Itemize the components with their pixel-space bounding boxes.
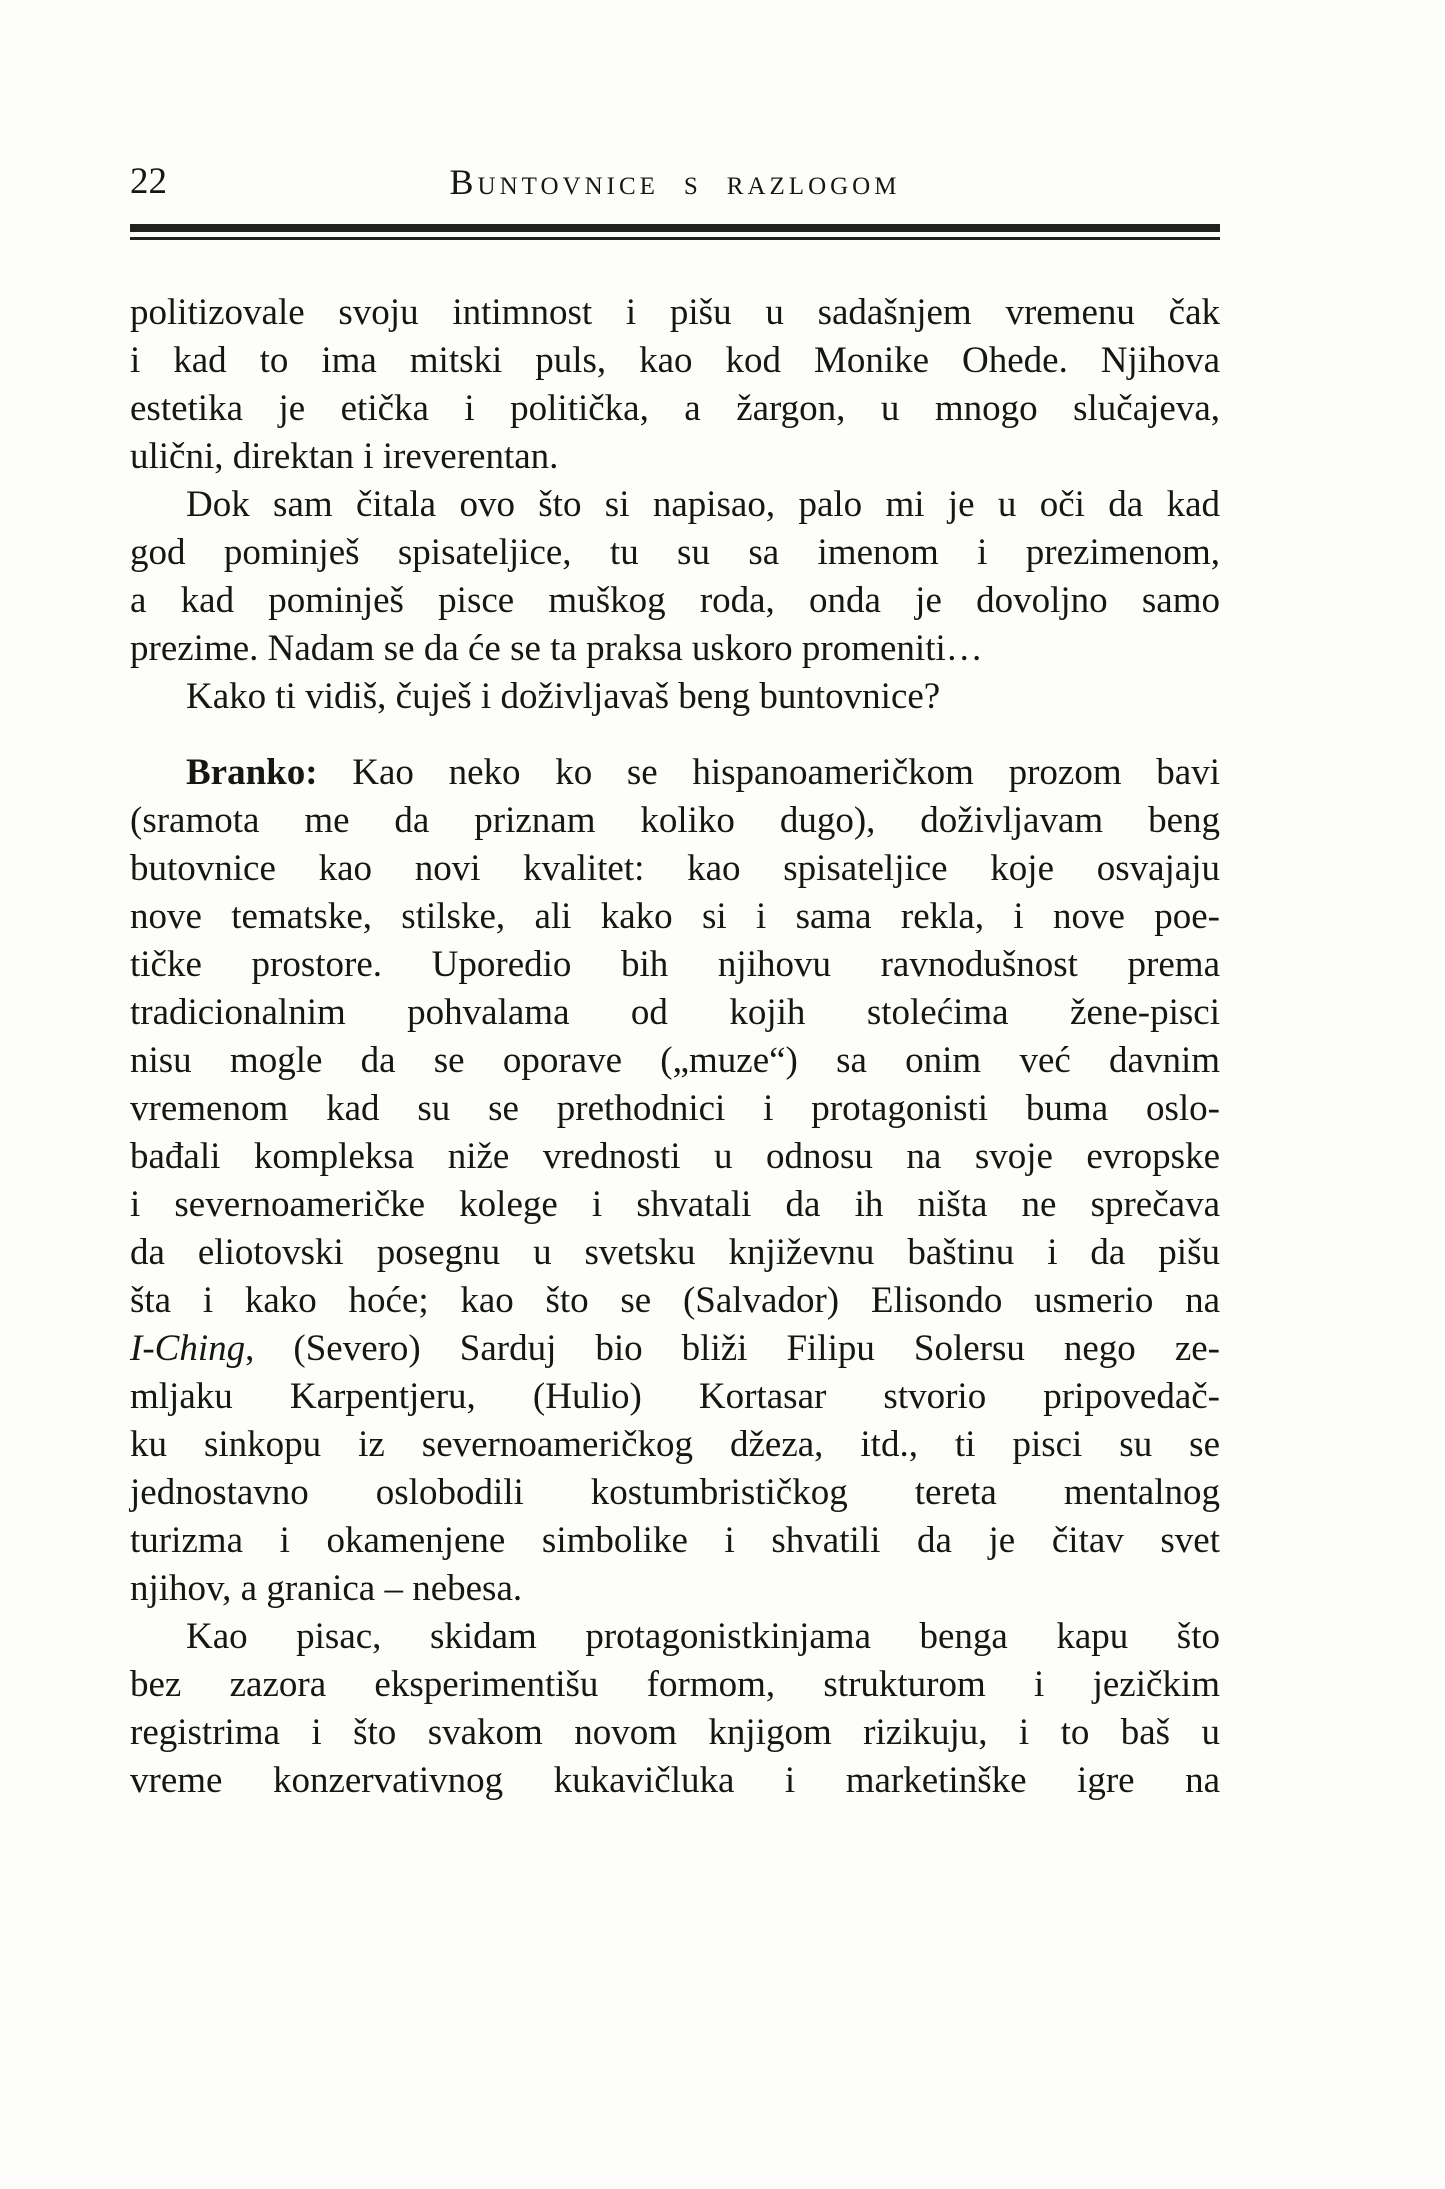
text-segment: politizovale svoju intimnost i pišu u sadašnjem vremenu čak: [130, 292, 1220, 333]
text-segment: vremenom kad su se prethodnici i protagonisti buma oslo-: [130, 1088, 1220, 1129]
paragraph: [130, 749, 1220, 1613]
text-line: [130, 1181, 1220, 1229]
page-number: 22: [130, 161, 167, 202]
text-segment: tičke prostore. Uporedio bih njihovu ravnodušnost prema: [130, 944, 1220, 985]
text-segment: god pominješ spisateljice, tu su sa imenom i prezimenom,: [130, 532, 1220, 573]
text-line: [130, 749, 1220, 797]
running-header: [130, 160, 1220, 204]
text-line: [130, 1709, 1220, 1757]
text-line: [130, 385, 1220, 433]
text-line: [130, 1277, 1220, 1325]
text-line: [130, 433, 1220, 481]
text-segment: Kao neko ko se hispanoameričkom prozom bavi: [317, 752, 1220, 793]
text-segment: da eliotovski posegnu u svetsku književnu baštinu i da pišu: [130, 1232, 1220, 1273]
text-segment: mljaku Karpentjeru, (Hulio) Kortasar stvorio pripovedač-: [130, 1376, 1220, 1417]
text-line: [130, 1373, 1220, 1421]
text-line: [130, 797, 1220, 845]
text-line: [130, 1661, 1220, 1709]
text-segment: butovnice kao novi kvalitet: kao spisateljice koje osvajaju: [130, 848, 1220, 889]
text-segment: (sramota me da priznam koliko dugo), doživljavam beng: [130, 800, 1220, 841]
text-segment: ku sinkopu iz severnoameričkog džeza, itd., ti pisci su se: [130, 1424, 1220, 1465]
text-segment: , (Severo) Sarduj bio bliži Filipu Solersu nego ze-: [245, 1328, 1220, 1369]
speaker-name: Branko:: [186, 752, 318, 793]
work-title: I-Ching: [130, 1328, 246, 1369]
text-block: [130, 289, 1220, 1805]
text-line: [130, 1421, 1220, 1469]
text-line: [130, 1229, 1220, 1277]
text-segment: i severnoameričke kolege i shvatali da ih ništa ne sprečava: [130, 1184, 1220, 1225]
text-line: [130, 989, 1220, 1037]
text-line: [130, 1469, 1220, 1517]
text-segment: prezime. Nadam se da će se ta praksa uskoro promeniti…: [130, 628, 983, 669]
text-line: [130, 673, 1220, 721]
text-segment: ulični, direktan i ireverentan.: [130, 436, 559, 477]
text-segment: šta i kako hoće; kao što se (Salvador) Elisondo usmerio na: [130, 1280, 1220, 1321]
text-segment: Dok sam čitala ovo što si napisao, palo mi je u oči da kad: [186, 484, 1220, 525]
paragraph: [130, 289, 1220, 481]
text-line: [130, 1757, 1220, 1805]
text-line: [130, 577, 1220, 625]
text-line: [130, 529, 1220, 577]
text-segment: vreme konzervativnog kukavičluka i marketinške igre na: [130, 1760, 1220, 1801]
running-title: Buntovnice s razlogom: [449, 162, 901, 202]
text-line: [130, 1133, 1220, 1181]
text-segment: bađali kompleksa niže vrednosti u odnosu na svoje evropske: [130, 1136, 1220, 1177]
text-line: [130, 941, 1220, 989]
text-segment: turizma i okamenjene simbolike i shvatili da je čitav svet: [130, 1520, 1220, 1561]
paragraph: [130, 481, 1220, 673]
text-line: [130, 1517, 1220, 1565]
text-segment: bez zazora eksperimentišu formom, strukturom i jezičkim: [130, 1664, 1220, 1705]
text-line: [130, 481, 1220, 529]
text-line: [130, 1085, 1220, 1133]
text-line: [130, 845, 1220, 893]
header-double-rule: [130, 224, 1220, 240]
text-line: [130, 1613, 1220, 1661]
text-segment: i kad to ima mitski puls, kao kod Monike Ohede. Njihova: [130, 340, 1220, 381]
text-line: [130, 1037, 1220, 1085]
text-segment: estetika je etička i politička, a žargon, u mnogo slučajeva,: [130, 388, 1220, 429]
text-segment: a kad pominješ pisce muškog roda, onda je dovoljno samo: [130, 580, 1220, 621]
text-segment: registrima i što svakom novom knjigom rizikuju, i to baš u: [130, 1712, 1220, 1753]
text-line: [130, 625, 1220, 673]
text-line: [130, 1565, 1220, 1613]
text-segment: jednostavno oslobodili kostumbrističkog tereta mentalnog: [130, 1472, 1220, 1513]
text-line: [130, 289, 1220, 337]
paragraph: [130, 1613, 1220, 1805]
text-segment: nisu mogle da se oporave („muze“) sa onim već davnim: [130, 1040, 1220, 1081]
text-segment: nove tematske, stilske, ali kako si i sama rekla, i nove poe-: [130, 896, 1220, 937]
text-segment: njihov, a granica – nebesa.: [130, 1568, 523, 1609]
text-line: [130, 893, 1220, 941]
text-line: [130, 337, 1220, 385]
paragraph: [130, 673, 1220, 721]
text-segment: Kao pisac, skidam protagonistkinjama benga kapu što: [186, 1616, 1220, 1657]
text-segment: Kako ti vidiš, čuješ i doživljavaš beng buntovnice?: [186, 676, 941, 717]
text-segment: tradicionalnim pohvalama od kojih stolećima žene-pisci: [130, 992, 1220, 1033]
text-line: [130, 1325, 1220, 1373]
